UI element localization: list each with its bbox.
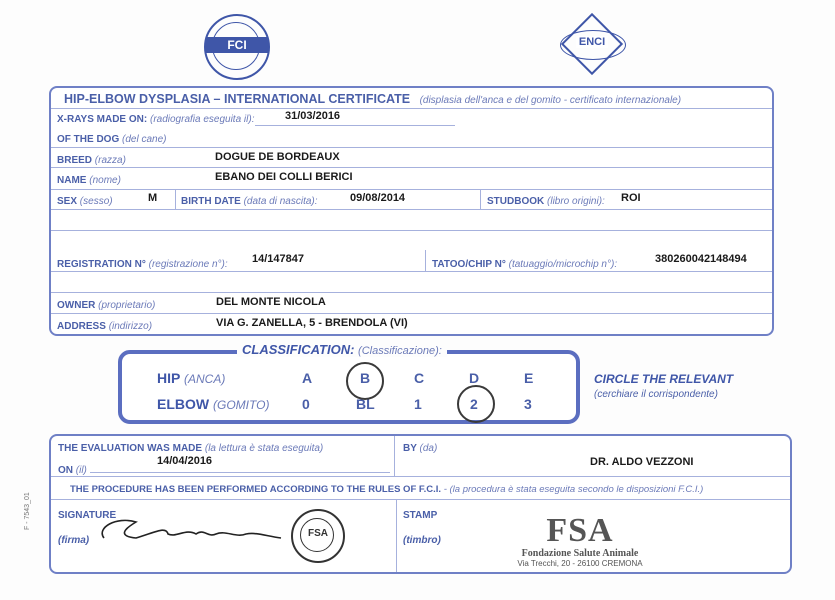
enci-logo (560, 18, 628, 70)
fci-logo-text: FCI (206, 37, 268, 53)
circle-note: CIRCLE THE RELEVANT (594, 372, 734, 386)
stamp-label-it: (timbro) (403, 535, 441, 546)
hip-selected-stamp (346, 362, 384, 400)
fci-logo (204, 14, 270, 80)
sex-label-it: (sesso) (79, 196, 113, 207)
procedure-text: THE PROCEDURE HAS BEEN PERFORMED ACCORDING TO THE RULES OF F.C.I. (70, 484, 442, 495)
handwritten-signature (96, 508, 296, 548)
owner-label: OWNER (57, 300, 96, 311)
hip-grade-e: E (524, 370, 534, 386)
name-label-it: (nome) (89, 175, 121, 186)
stamp-label: STAMP (403, 510, 438, 521)
owner-value: DEL MONTE NICOLA (216, 296, 326, 308)
form-code: F - 7543_01 (24, 492, 31, 530)
circle-note-it: (cerchiare il corrispondente) (594, 389, 718, 400)
elbow-label: ELBOW (157, 396, 210, 412)
chip-label-it: (tatuaggio/microchip n°): (508, 259, 618, 270)
registration-label-it: (registrazione n°): (148, 259, 228, 270)
vet-seal-text: FSA (308, 528, 328, 539)
fsa-stamp-name: Fondazione Salute Animale (521, 548, 639, 559)
breed-value: DOGUE DE BORDEAUX (215, 151, 340, 163)
breed-label: BREED (57, 155, 93, 166)
address-label: ADDRESS (57, 321, 106, 332)
evaluation-made-label: THE EVALUATION WAS MADE (58, 443, 203, 454)
chip-value: 380260042148494 (655, 253, 747, 265)
signature-label-it: (firma) (58, 535, 90, 546)
xrays-label-it: (radiografia eseguita il): (149, 114, 255, 125)
sex-value: M (148, 192, 158, 204)
hip-label-it: (ANCA) (183, 372, 226, 386)
birth-date-value: 09/08/2014 (350, 192, 406, 204)
birth-date-label-it: (data di nascita): (243, 196, 318, 207)
certificate-title: HIP-ELBOW DYSPLASIA – INTERNATIONAL CERTIFICATE (64, 92, 411, 106)
xrays-date: 31/03/2016 (285, 110, 341, 122)
hip-grade-b: B (360, 370, 371, 386)
evaluation-on-label-it: (il) (75, 465, 87, 476)
elbow-grade-3: 3 (524, 396, 532, 412)
procedure-text-it: - (la procedura è stata eseguita secondo le disposizioni F.C.I.) (443, 484, 704, 495)
vet-seal (291, 509, 345, 563)
signature-label: SIGNATURE (58, 510, 117, 521)
evaluator-by-label: BY (403, 443, 417, 454)
elbow-grade-2: 2 (470, 396, 478, 412)
registration-label: REGISTRATION N° (57, 259, 146, 270)
classification-title-it: (Classificazione): (358, 345, 442, 357)
elbow-label-it: (GOMITO) (213, 398, 270, 412)
fsa-stamp-address: Via Trecchi, 20 - 26100 CREMONA (517, 559, 643, 568)
name-value: EBANO DEI COLLI BERICI (215, 171, 353, 183)
classification-title: CLASSIFICATION: (242, 342, 355, 357)
registration-value: 14/147847 (252, 253, 304, 265)
evaluation-made-label-it: (la lettura è stata eseguita) (204, 443, 324, 454)
dog-label: OF THE DOG (57, 134, 120, 145)
elbow-grade-0: 0 (302, 396, 310, 412)
chip-label: TATOO/CHIP N° (432, 259, 506, 270)
elbow-grade-1: 1 (414, 396, 422, 412)
studbook-value: ROI (621, 192, 641, 204)
address-label-it: (indirizzo) (108, 321, 153, 332)
enci-logo-text: ENCI (576, 36, 608, 48)
fsa-stamp-logo: FSA (546, 512, 614, 549)
elbow-selected-stamp (457, 385, 495, 423)
breed-label-it: (razza) (94, 155, 126, 166)
dog-label-it: (del cane) (122, 134, 167, 145)
evaluator-name: DR. ALDO VEZZONI (590, 456, 694, 468)
evaluator-by-label-it: (da) (419, 443, 438, 454)
studbook-label: STUDBOOK (487, 196, 545, 207)
evaluation-on-label: ON (58, 465, 73, 476)
sex-label: SEX (57, 196, 78, 207)
evaluation-date: 14/04/2016 (157, 455, 213, 467)
hip-grade-c: C (414, 370, 425, 386)
fsa-stamp (517, 512, 660, 568)
elbow-grade-bl: BL (356, 396, 375, 412)
address-value: VIA G. ZANELLA, 5 - BRENDOLA (VI) (216, 317, 408, 329)
name-label: NAME (57, 175, 87, 186)
xrays-label: X-RAYS MADE ON: (57, 114, 148, 125)
owner-label-it: (proprietario) (98, 300, 156, 311)
hip-grade-a: A (302, 370, 313, 386)
certificate-subtitle: (displasia dell'anca e del gomito - certificato internazionale) (419, 95, 682, 106)
hip-grade-d: D (469, 370, 480, 386)
hip-label: HIP (157, 370, 181, 386)
studbook-label-it: (libro origini): (547, 196, 605, 207)
birth-date-label: BIRTH DATE (181, 196, 241, 207)
